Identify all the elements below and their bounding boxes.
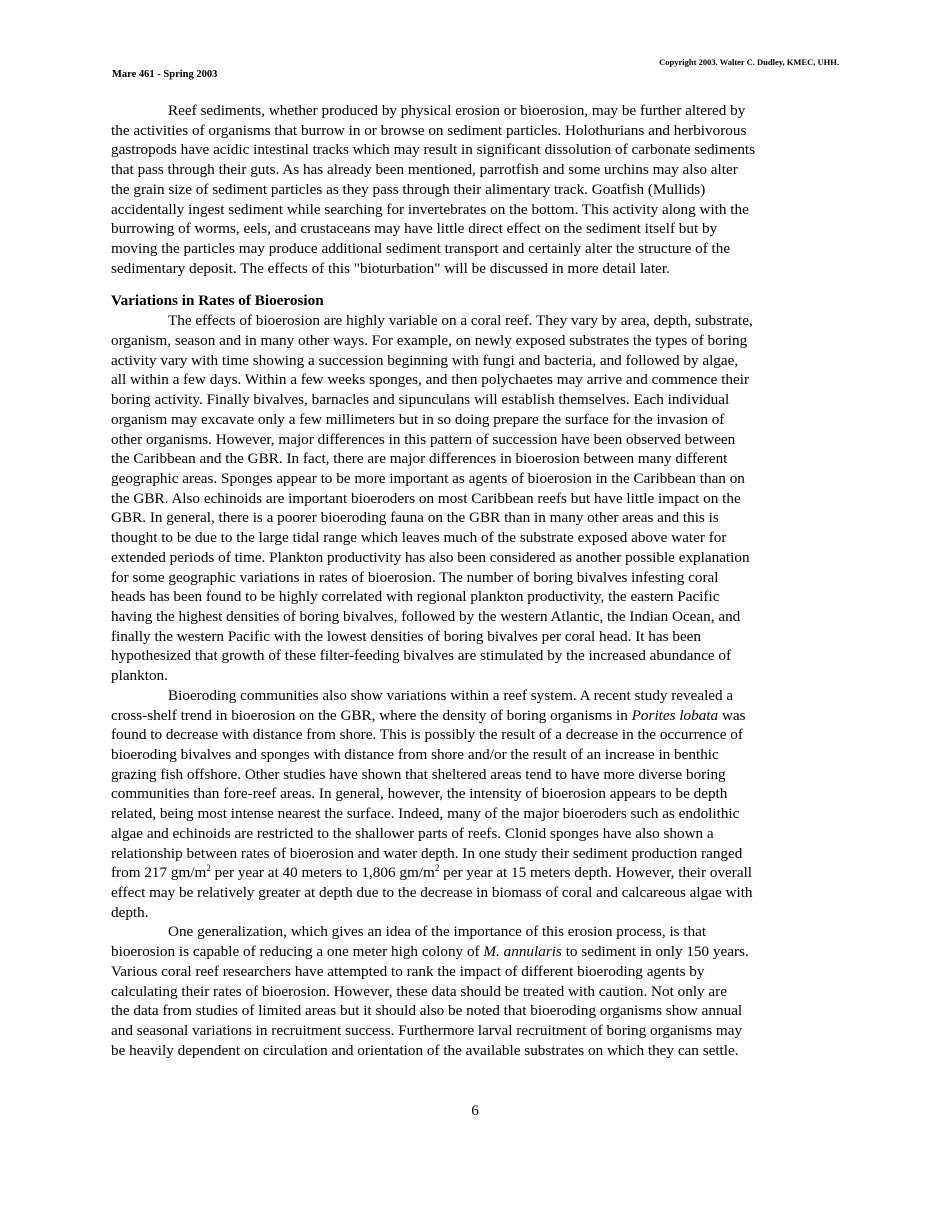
text-line: heads has been found to be highly correlated with regional plankton productivity, the eastern Pacific	[111, 588, 720, 606]
text-line: be heavily dependent on circulation and orientation of the available substrates on which they can settle.	[111, 1041, 739, 1059]
text-line: hypothesized that growth of these filter-feeding bivalves are stimulated by the increased abundance of	[111, 647, 732, 665]
text-line: depth.	[111, 903, 149, 921]
text-line: having the highest densities of boring bivalves, followed by the western Atlantic, the Indian Ocean, and	[111, 607, 741, 625]
document-body	[111, 101, 841, 1061]
text-line: grazing fish offshore. Other studies have shown that sheltered areas tend to have more diverse boring	[111, 765, 726, 783]
text-line: communities than fore-reef areas. In general, however, the intensity of bioerosion appears to be depth	[111, 785, 728, 803]
text-line: bioeroding bivalves and sponges with distance from shore and/or the result of an increase in benthic	[111, 746, 719, 763]
text-line: algae and echinoids are restricted to the shallower parts of reefs. Clonid sponges have also shown a	[111, 824, 714, 842]
text-line: geographic areas. Sponges appear to be more important as agents of bioerosion in the Caribbean than on	[111, 469, 745, 487]
text-line	[111, 943, 749, 960]
text-line: found to decrease with distance from shore. This is possibly the result of a decrease in the occurrence of	[111, 726, 743, 744]
text-line: plankton.	[111, 667, 168, 685]
text-line: that pass through their guts. As has already been mentioned, parrotfish and some urchins may also alter	[111, 161, 738, 179]
text-line: and seasonal variations in recruitment success. Furthermore larval recruitment of boring organisms may	[111, 1022, 743, 1040]
text-run: from 217 gm/m	[111, 864, 207, 882]
text-line: organism may excavate only a few millimeters but in so doing prepare the surface for the invasion of	[111, 410, 725, 428]
text-line: Bioeroding communities also show variations within a reef system. A recent study revealed a	[168, 686, 734, 704]
text-line: extended periods of time. Plankton productivity has also been considered as another possible explanation	[111, 548, 750, 566]
text-line: Various coral reef researchers have attempted to rank the impact of different bioeroding agents by	[111, 962, 705, 980]
text-line: for some geographic variations in rates of bioerosion. The number of boring bivalves infesting coral	[111, 568, 719, 586]
text-line	[111, 864, 752, 881]
text-line: GBR. In general, there is a poorer bioeroding fauna on the GBR than in many other areas and this is	[111, 509, 719, 527]
text-line: related, being most intense nearest the surface. Indeed, many of the major bioeroders such as endolithic	[111, 805, 740, 823]
text-line: relationship between rates of bioerosion and water depth. In one study their sediment production ranged	[111, 844, 743, 862]
page-number: 6	[471, 1102, 479, 1119]
text-line: the GBR. Also echinoids are important bioeroders on most Caribbean reefs but have little impact on the	[111, 489, 741, 507]
text-line: finally the western Pacific with the lowest densities of boring bivalves per coral head. It has been	[111, 627, 702, 645]
text-line: other organisms. However, major differences in this pattern of succession have been observed between	[111, 430, 736, 448]
text-line: the data from studies of limited areas but it should also be noted that bioeroding organisms show annual	[111, 1002, 743, 1020]
text-line: sedimentary deposit. The effects of this "bioturbation" will be discussed in more detail later.	[111, 259, 670, 277]
species-name: M. annularis	[483, 943, 562, 961]
text-run: cross-shelf trend in bioerosion on the GBR, where the density of boring organisms in	[111, 706, 632, 724]
text-run: per year at 15 meters depth. However, their overall	[439, 864, 753, 882]
superscript: 2	[434, 863, 440, 874]
text-line: The effects of bioerosion are highly variable on a coral reef. They vary by area, depth, substrate,	[168, 312, 753, 330]
paragraph-generalization	[111, 922, 841, 1060]
paragraph-sediment-alteration	[111, 101, 841, 278]
text-line: effect may be relatively greater at depth due to the decrease in biomass of coral and calcareous algae with	[111, 884, 753, 902]
text-line: gastropods have acidic intestinal tracks which may result in significant dissolution of carbonate sediments	[111, 141, 756, 159]
text-line: organism, season and in many other ways. For example, on newly exposed substrates the types of boring	[111, 331, 748, 349]
text-line: Reef sediments, whether produced by physical erosion or bioerosion, may be further altered by	[168, 102, 746, 119]
copyright-notice: Copyright 2003. Walter C. Dudley, KMEC, UHH.	[659, 57, 839, 67]
paragraph-bioerosion-variability	[111, 311, 841, 686]
text-run: per year at 40 meters to 1,806 gm/m	[210, 864, 435, 882]
paragraph-reef-system-variations	[111, 686, 841, 923]
text-line: accidentally ingest sediment while searching for invertebrates on the bottom. This activity along with the	[111, 200, 749, 218]
text-run: to sediment in only 150 years.	[561, 943, 749, 961]
species-name: Porites lobata	[631, 706, 719, 724]
text-line: One generalization, which gives an idea of the importance of this erosion process, is that	[168, 923, 707, 941]
superscript: 2	[206, 863, 211, 874]
text-line: thought to be due to the large tidal range which leaves much of the substrate exposed above water for	[111, 529, 727, 547]
text-line: boring activity. Finally bivalves, barnacles and sipunculans will establish themselves. Each individual	[111, 391, 730, 409]
text-line: moving the particles may produce additional sediment transport and certainly alter the structure of the	[111, 240, 731, 258]
text-line: the grain size of sediment particles as they pass through their alimentary track. Goatfish (Mullids)	[111, 180, 706, 198]
text-line: calculating their rates of bioerosion. However, these data should be treated with caution. Not only are	[111, 982, 727, 1000]
section-heading: Variations in Rates of Bioerosion	[111, 292, 324, 310]
text-line: all within a few days. Within a few weeks sponges, and then polychaetes may arrive and commence their	[111, 371, 750, 389]
text-line	[111, 707, 746, 724]
text-line: the activities of organisms that burrow in or browse on sediment particles. Holothurians and herbivorous	[111, 121, 747, 139]
text-line: the Caribbean and the GBR. In fact, there are major differences in bioerosion between many different	[111, 450, 728, 468]
text-line: burrowing of worms, eels, and crustaceans may have little direct effect on the sediment itself but by	[111, 220, 718, 238]
text-run: bioerosion is capable of reducing a one meter high colony of	[111, 943, 484, 961]
course-header: Mare 461 - Spring 2003	[112, 69, 218, 80]
text-line: activity vary with time showing a succession beginning with fungi and bacteria, and followed by algae,	[111, 351, 739, 369]
text-run: was	[718, 706, 746, 724]
